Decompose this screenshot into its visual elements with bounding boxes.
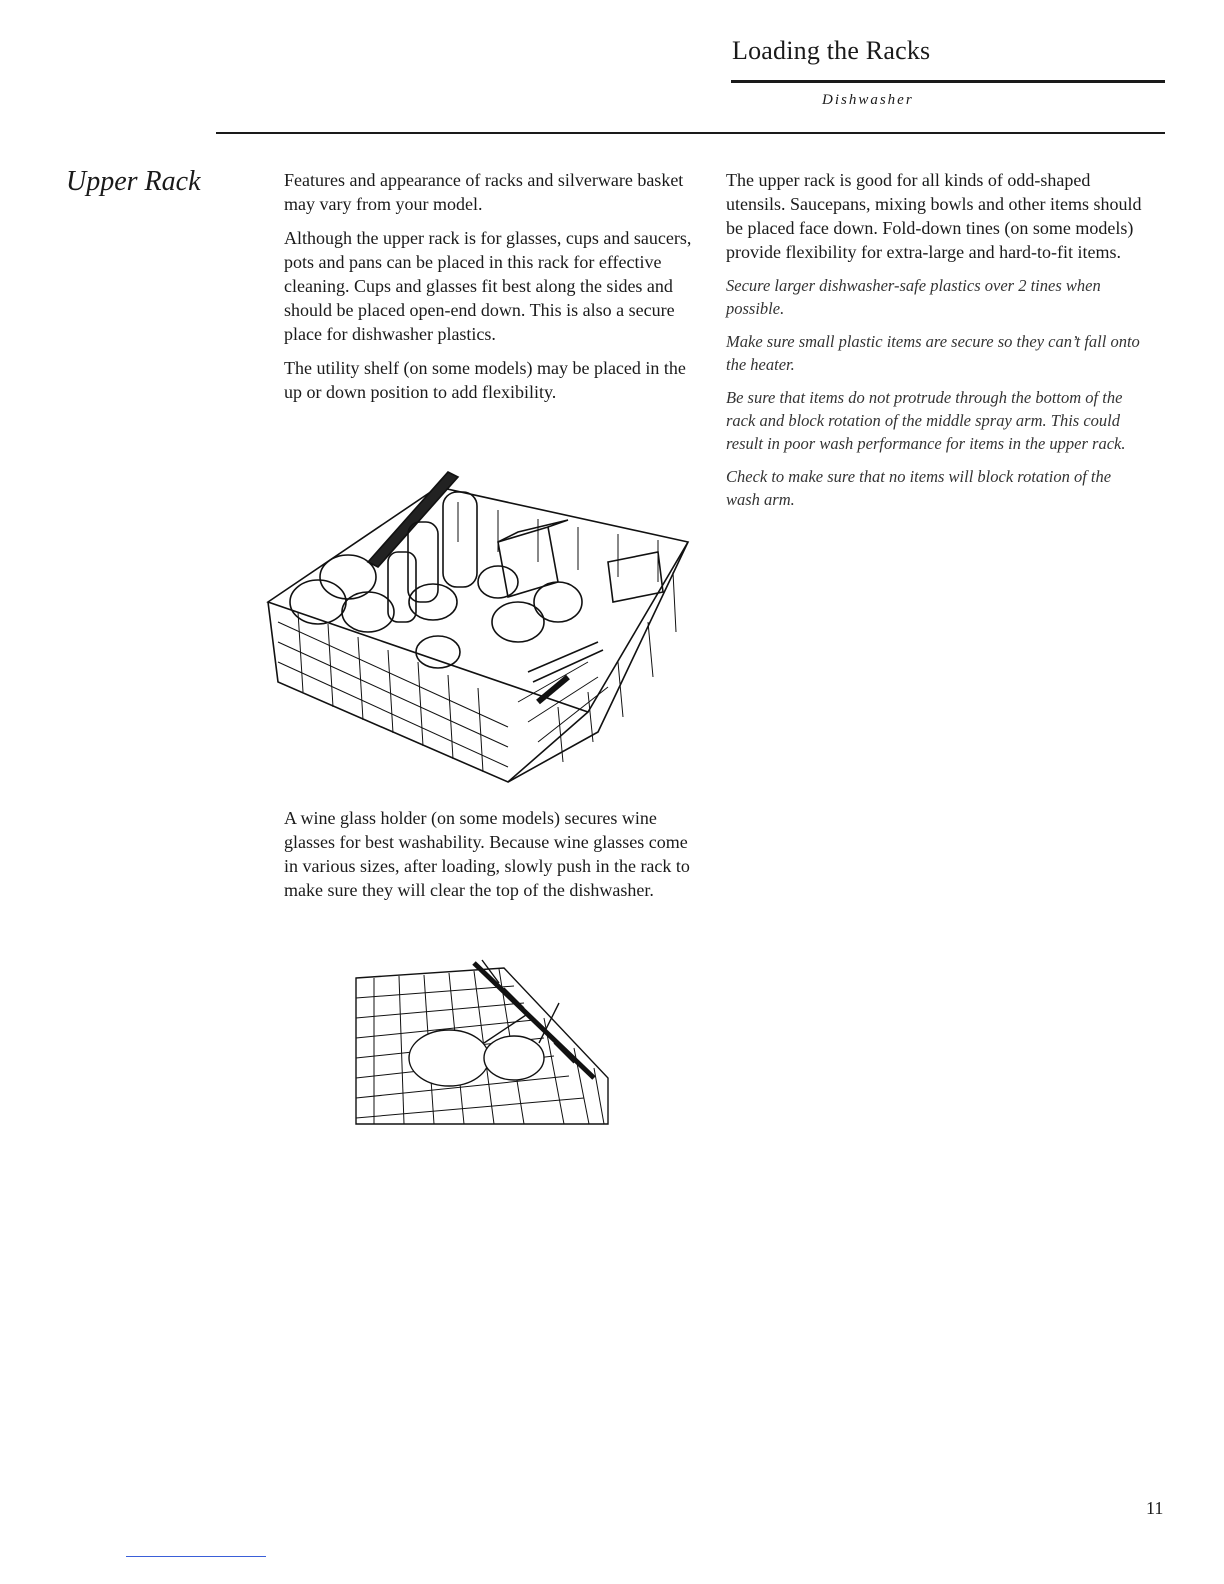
- upper-rack-illustration: [258, 462, 698, 792]
- title-rule: [731, 80, 1165, 83]
- wine-glass-holder-illustration: [354, 948, 610, 1126]
- left-column: [284, 168, 694, 414]
- note-heater: Make sure small plastic items are secure so they can’t fall onto the heater.: [726, 332, 1140, 374]
- page-title: Loading the Racks: [732, 36, 931, 65]
- right-column: [726, 168, 1142, 521]
- page-number: 11: [1146, 1498, 1164, 1518]
- note-spray-arm: Be sure that items do not protrude through the bottom of the rack and block rotation of the middle spray arm. This could result in poor wash performance for items in the upper rack.: [726, 388, 1126, 453]
- page-subtitle: Dishwasher: [822, 92, 914, 108]
- footer-link-line: [126, 1556, 266, 1557]
- note-wash-arm: Check to make sure that no items will block rotation of the wash arm.: [726, 467, 1112, 509]
- note-plastics: Secure larger dishwasher-safe plastics over 2 tines when possible.: [726, 276, 1101, 318]
- header-rule: [216, 132, 1165, 134]
- wine-glass-paragraph: A wine glass holder (on some models) secures wine glasses for best washability. Because wine glasses come in various sizes, after loading, slowly push in the rack to make sure they will clear the top of the dishwasher.: [284, 808, 690, 900]
- intro-paragraph: Features and appearance of racks and silverware basket may vary from your model.: [284, 170, 684, 214]
- section-title: Upper Rack: [66, 166, 201, 197]
- utensils-paragraph: The upper rack is good for all kinds of odd-shaped utensils. Saucepans, mixing bowls and other items should be placed face down. Fold-down tines (on some models) provide flexibility for extra-large and hard-to-fit items.: [726, 170, 1142, 262]
- upper-rack-paragraph: Although the upper rack is for glasses, cups and saucers, pots and pans can be placed in this rack for effective cleaning. Cups and glasses fit best along the sides and should be placed open-end down. This is also a secure place for dishwasher plastics.: [284, 228, 692, 344]
- utility-shelf-paragraph: The utility shelf (on some models) may be placed in the up or down position to add flexibility.: [284, 358, 686, 402]
